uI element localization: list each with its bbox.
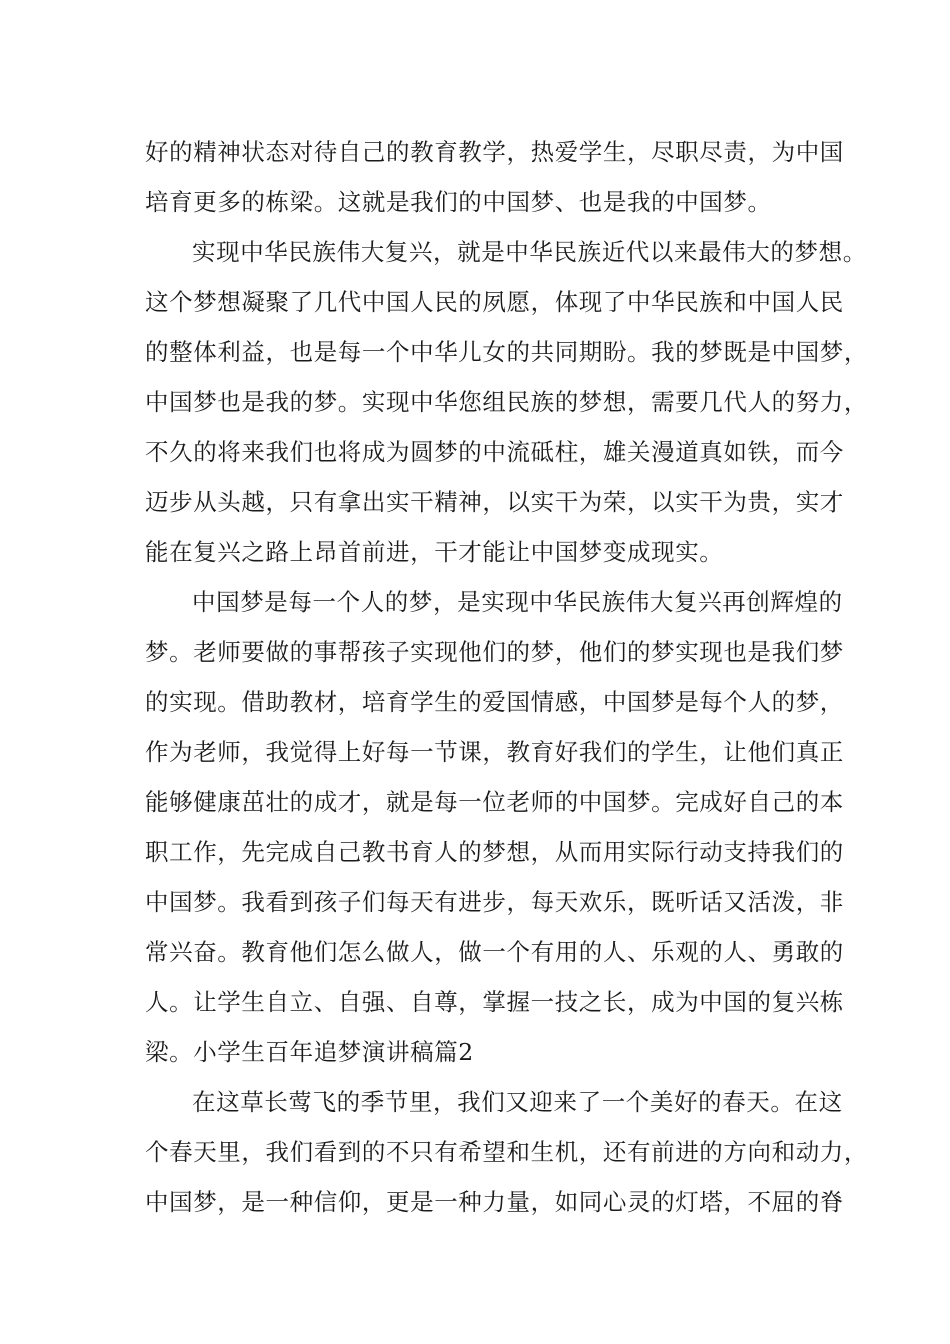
text-line: 培育更多的栋梁。这就是我们的中国梦、也是我的中国梦。	[145, 188, 772, 216]
text-line: 中国梦，是一种信仰，更是一种力量，如同心灵的灯塔，不屈的脊	[145, 1188, 844, 1216]
paragraph-first-line: 中国梦是每一个人的梦，是实现中华民族伟大复兴再创辉煌的	[192, 588, 843, 616]
text-line: 的实现。借助教材，培育学生的爱国情感，中国梦是每个人的梦，	[145, 688, 844, 716]
text-line: 职工作，先完成自己教书育人的梦想，从而用实际行动支持我们的	[145, 838, 844, 866]
text-line: 中国梦。我看到孩子们每天有进步，每天欢乐，既听话又活泼，非	[145, 888, 844, 916]
text-line: 人。让学生自立、自强、自尊，掌握一技之长，成为中国的复兴栋	[145, 988, 844, 1016]
text-line: 的整体利益，也是每一个中华儿女的共同期盼。我的梦既是中国梦，	[145, 338, 868, 366]
text-line: 好的精神状态对待自己的教育教学，热爱学生，尽职尽责，为中国	[145, 138, 844, 166]
text-line: 迈步从头越，只有拿出实干精神，以实干为荣，以实干为贵，实才	[145, 488, 844, 516]
text-line: 中国梦也是我的梦。实现中华您组民族的梦想，需要几代人的努力，	[145, 388, 868, 416]
text-line: 作为老师，我觉得上好每一节课，教育好我们的学生，让他们真正	[145, 738, 844, 766]
paragraph-first-line: 在这草长莺飞的季节里，我们又迎来了一个美好的春天。在这	[192, 1088, 843, 1116]
text-line: 梦。老师要做的事帮孩子实现他们的梦，他们的梦实现也是我们梦	[145, 638, 844, 666]
text-line: 不久的将来我们也将成为圆梦的中流砥柱，雄关漫道真如铁，而今	[145, 438, 844, 466]
text-line: 常兴奋。教育他们怎么做人，做一个有用的人、乐观的人、勇敢的	[145, 938, 844, 966]
paragraph-first-line: 实现中华民族伟大复兴，就是中华民族近代以来最伟大的梦想。	[192, 238, 867, 266]
section-heading-line: 梁。小学生百年追梦演讲稿篇2	[145, 1038, 474, 1066]
text-line: 个春天里，我们看到的不只有希望和生机，还有前进的方向和动力，	[145, 1138, 868, 1166]
text-line: 能够健康茁壮的成才，就是每一位老师的中国梦。完成好自己的本	[145, 788, 844, 816]
text-line: 这个梦想凝聚了几代中国人民的夙愿，体现了中华民族和中国人民	[145, 288, 844, 316]
text-line: 能在复兴之路上昂首前进，干才能让中国梦变成现实。	[145, 538, 724, 566]
